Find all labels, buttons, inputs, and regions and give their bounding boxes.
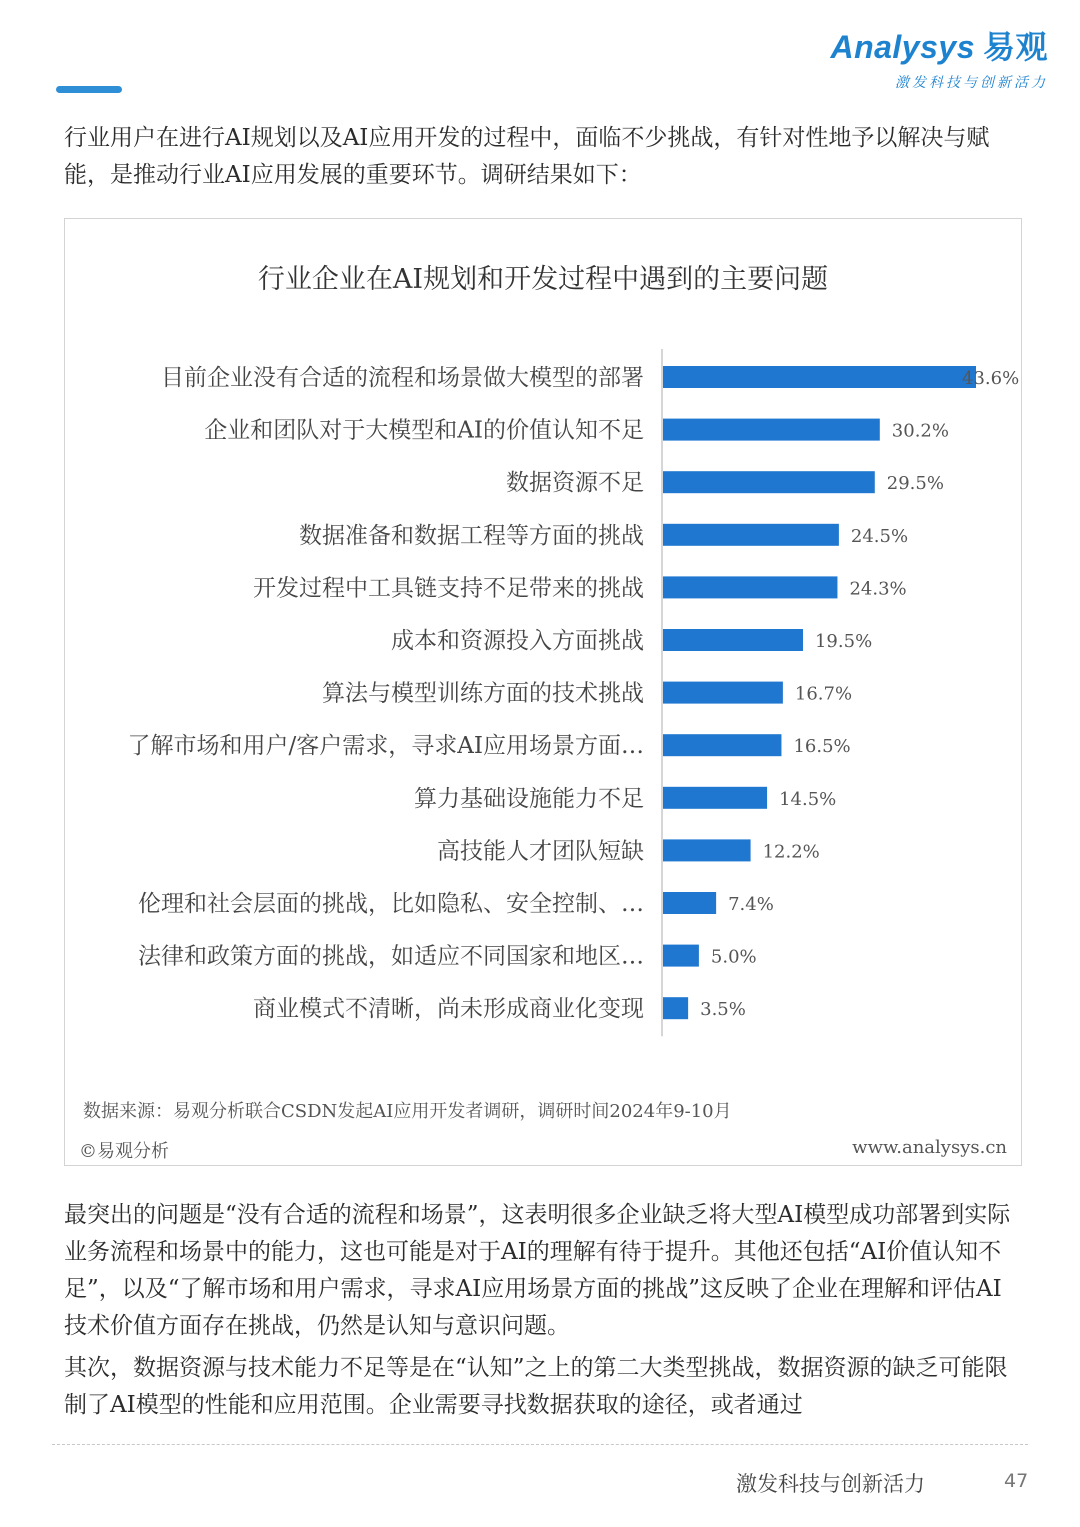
- bar-value-label: 14.5%: [779, 788, 837, 810]
- header-accent-bar: [56, 86, 122, 93]
- bar: [663, 892, 716, 914]
- category-label: 开发过程中工具链支持不足带来的挑战: [253, 575, 644, 602]
- footer-divider: [52, 1444, 1028, 1445]
- bar: [663, 629, 803, 651]
- bar: [663, 471, 875, 493]
- bar: [663, 366, 976, 388]
- bar: [663, 839, 751, 861]
- bar: [663, 524, 839, 546]
- bar: [663, 734, 781, 756]
- chart-website: www.analysys.cn: [852, 1137, 1007, 1158]
- bar-value-label: 3.5%: [700, 999, 746, 1021]
- bar: [663, 787, 767, 809]
- logo-cn: 易观: [982, 29, 1048, 65]
- bar-value-label: 16.5%: [793, 736, 851, 758]
- category-label: 企业和团队对于大模型和AI的价值认知不足: [204, 417, 644, 444]
- category-label: 了解市场和用户/客户需求，寻求AI应用场景方面…: [127, 733, 644, 760]
- category-label: 商业模式不清晰，尚未形成商业化变现: [253, 996, 644, 1023]
- category-label: 成本和资源投入方面挑战: [391, 628, 644, 654]
- bar-value-label: 29.5%: [886, 473, 944, 495]
- bar-value-label: 7.4%: [728, 894, 774, 915]
- page-number: 47: [1004, 1470, 1029, 1492]
- logo-tagline: 激发科技与创新活力: [895, 75, 1048, 91]
- category-label: 数据准备和数据工程等方面的挑战: [299, 522, 644, 549]
- chart-copyright: ©易观分析: [79, 1141, 169, 1162]
- category-label: 数据资源不足: [506, 470, 644, 497]
- bar: [663, 945, 699, 967]
- chart-container: [64, 218, 1022, 1166]
- bar-value-label: 24.3%: [849, 578, 907, 600]
- analysys-logo: [830, 22, 1048, 92]
- bar: [663, 682, 783, 704]
- bar: [663, 419, 880, 441]
- chart-source: 数据来源：易观分析联合CSDN发起AI应用开发者调研，调研时间2024年9-10月: [83, 1101, 732, 1122]
- chart-title: 行业企业在AI规划和开发过程中遇到的主要问题: [257, 264, 829, 295]
- intro-paragraph: 行业用户在进行AI规划以及AI应用开发的过程中，面临不少挑战，有针对性地予以解决与赋能，是推动行业AI应用发展的重要环节。调研结果如下：: [64, 125, 990, 188]
- category-label: 法律和政策方面的挑战，如适应不同国家和地区…: [138, 943, 644, 970]
- category-label: 伦理和社会层面的挑战，比如隐私、安全控制、…: [138, 891, 644, 917]
- bar-value-label: 43.6%: [962, 368, 1020, 389]
- bar: [663, 576, 837, 598]
- category-label: 高技能人才团队短缺: [437, 838, 644, 865]
- footer-slogan: 激发科技与创新活力: [736, 1472, 925, 1496]
- category-label: 算力基础设施能力不足: [414, 785, 644, 812]
- bar-value-label: 30.2%: [891, 420, 949, 442]
- bar-value-label: 5.0%: [710, 946, 757, 968]
- category-label: 目前企业没有合适的流程和场景做大模型的部署: [161, 365, 644, 391]
- bar-chart: [65, 219, 1023, 1167]
- bar-value-label: 24.5%: [850, 525, 909, 547]
- body-paragraph-2: 其次，数据资源与技术能力不足等是在“认知”之上的第二大类型挑战，数据资源的缺乏可能限制了AI模型的性能和应用范围。企业需要寻找数据获取的途径，或者通过: [64, 1355, 1008, 1418]
- bar-value-label: 16.7%: [794, 683, 853, 705]
- bar: [663, 997, 688, 1019]
- logo-text: Analysys: [830, 29, 975, 65]
- bar-value-label: 19.5%: [814, 631, 873, 652]
- bar-value-label: 12.2%: [762, 841, 820, 863]
- category-label: 算法与模型训练方面的技术挑战: [322, 680, 644, 707]
- body-paragraph-1: 最突出的问题是“没有合适的流程和场景”，这表明很多企业缺乏将大型AI模型成功部署到实际业务流程和场景中的能力，这也可能是对于AI的理解有待于提升。其他还包括“AI价值认知不足”，以及“了解市场和用户需求，寻求AI应用场景方面的挑战”这反映了企业在理解和评估AI技术价值方面存在挑战，仍然是认知与意识问题。: [64, 1202, 1011, 1339]
